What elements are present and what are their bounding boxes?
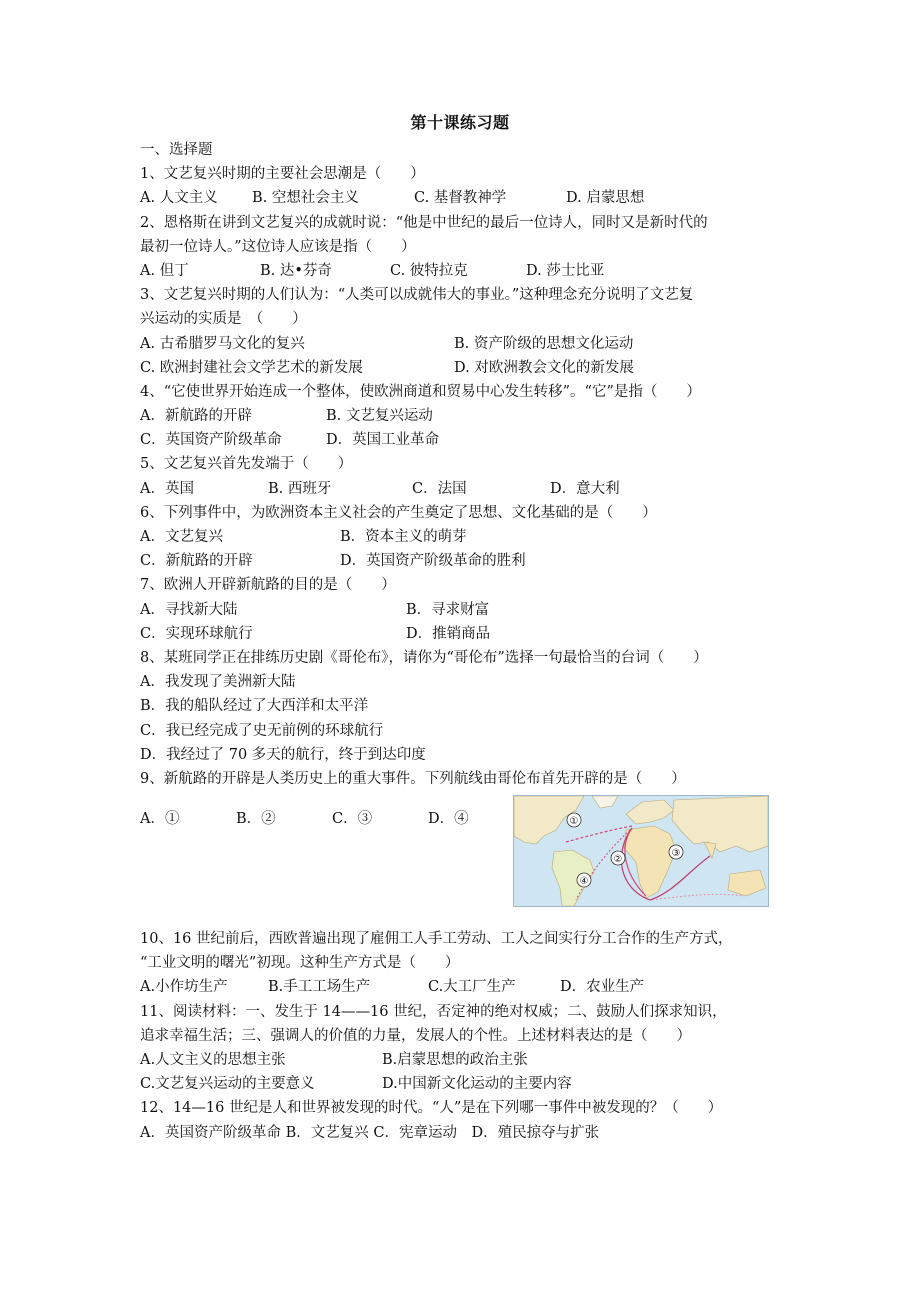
option-b[interactable]: B. 西班牙 xyxy=(268,480,332,497)
option-a[interactable]: A．英国 xyxy=(140,480,194,497)
question-7-options-row2 xyxy=(140,622,800,646)
question-11-stem: 11、阅读材料：一、发生于 14——16 世纪，否定神的绝对权威；二、鼓励人们探求知识， xyxy=(140,1003,727,1020)
option-b[interactable]: B．资本主义的萌芽 xyxy=(340,529,467,545)
option-c[interactable]: C. 彼特拉克 xyxy=(390,262,468,279)
option-c[interactable]: C.文艺复兴运动的主要意义 xyxy=(140,1076,315,1093)
question-11-options-row2 xyxy=(140,1072,800,1096)
question-4-options-row1 xyxy=(140,404,800,428)
question-6-options-row2 xyxy=(140,549,800,573)
option-a[interactable]: A．我发现了美洲新大陆 xyxy=(140,674,296,691)
option-c[interactable]: C．我已经完成了史无前例的环球航行 xyxy=(140,722,384,739)
page-title: 第十课练习题 xyxy=(410,113,510,132)
question-4-stem: 4、“它使世界开始连成一个整体，使欧洲商道和贸易中心发生转移”。“它”是指（ ） xyxy=(140,383,701,400)
option-b[interactable]: B．寻求财富 xyxy=(406,601,490,618)
option-b[interactable]: B.手工工场生产 xyxy=(268,979,371,996)
option-d[interactable]: D. 莎士比亚 xyxy=(526,262,605,279)
option-a[interactable]: A.人文主义的思想主张 xyxy=(140,1052,286,1068)
question-7-stem: 7、欧洲人开辟新航路的目的是（ ） xyxy=(140,577,396,594)
option-d[interactable]: D．我经过了 70 多天的航行，终于到达印度 xyxy=(140,746,426,763)
question-5-options xyxy=(140,477,800,501)
option-a[interactable]: A．新航路的开辟 xyxy=(140,408,252,425)
question-7-options-row1 xyxy=(140,598,800,622)
question-8-stem: 8、某班同学正在排练历史剧《哥伦布》，请你为“哥伦布”选择一句最恰当的台词（ ） xyxy=(140,649,708,666)
question-10-options xyxy=(140,975,800,999)
question-11-options-row1 xyxy=(140,1048,800,1072)
option-c[interactable]: C. 基督教神学 xyxy=(414,190,507,207)
option-c[interactable]: C.大工厂生产 xyxy=(428,979,516,996)
option-c[interactable]: C．实现环球航行 xyxy=(140,625,253,642)
question-9-stem: 9、新航路的开辟是人类历史上的重大事件。下列航线由哥伦布首先开辟的是（ ） xyxy=(140,770,686,787)
question-12-options[interactable]: A．英国资产阶级革命 B．文艺复兴 C．宪章运动 D．殖民掠夺与扩张 xyxy=(140,1124,600,1141)
option-a[interactable]: A. 人文主义 xyxy=(140,190,218,207)
option-b[interactable]: B．② xyxy=(236,811,276,828)
option-d[interactable]: D．推销商品 xyxy=(406,625,491,642)
question-3-options-row1 xyxy=(140,332,800,356)
marker-2: ② xyxy=(613,854,623,866)
question-6-options-row1 xyxy=(140,525,800,549)
question-list xyxy=(140,138,800,1145)
option-a[interactable]: A．① xyxy=(140,811,180,828)
option-c[interactable]: C．英国资产阶级革命 xyxy=(140,432,282,449)
marker-4: ④ xyxy=(579,876,589,888)
option-b[interactable]: B.启蒙思想的政治主张 xyxy=(382,1052,528,1068)
marker-3: ③ xyxy=(671,848,681,860)
question-12-stem: 12、14—16 世纪是人和世界被发现的时代。“人”是在下列哪一事件中被发现的？（ ） xyxy=(140,1100,723,1117)
option-d[interactable]: D．农业生产 xyxy=(560,979,645,996)
option-a[interactable]: A. 但丁 xyxy=(140,262,189,279)
marker-1: ① xyxy=(569,816,579,828)
question-1-stem: 1、文艺复兴时期的主要社会思潮是（ ） xyxy=(140,166,425,183)
option-d[interactable]: D. 启蒙思想 xyxy=(566,190,645,207)
question-3-stem-cont: 兴运动的实质是 （ ） xyxy=(140,311,307,328)
option-a[interactable]: A. 古希腊罗马文化的复兴 xyxy=(140,335,305,352)
option-b[interactable]: B. 文艺复兴运动 xyxy=(326,408,433,425)
option-b[interactable]: B．我的船队经过了大西洋和太平洋 xyxy=(140,698,369,715)
option-d[interactable]: D．英国工业革命 xyxy=(326,432,440,449)
question-10-stem: 10、16 世纪前后，西欧普遍出现了雇佣工人手工劳动、工人之间实行分工合作的生产方式， xyxy=(140,931,733,948)
question-3-stem: 3、文艺复兴时期的人们认为：“人类可以成就伟大的事业。”这种理念充分说明了文艺复 xyxy=(140,287,694,304)
world-map-svg xyxy=(514,796,768,906)
question-1-options xyxy=(140,186,800,210)
question-4-options-row2 xyxy=(140,428,800,452)
option-b[interactable]: B. 空想社会主义 xyxy=(252,190,359,207)
question-2-options xyxy=(140,259,800,283)
voyage-map-image xyxy=(513,795,769,907)
option-c[interactable]: C．新航路的开辟 xyxy=(140,553,253,570)
option-a[interactable]: A．文艺复兴 xyxy=(140,529,223,545)
option-d[interactable]: D．意大利 xyxy=(550,480,620,497)
option-d[interactable]: D. 对欧洲教会文化的新发展 xyxy=(454,359,634,376)
question-6-stem: 6、下列事件中，为欧洲资本主义社会的产生奠定了思想、文化基础的是（ ） xyxy=(140,504,657,521)
option-c[interactable]: C. 欧洲封建社会文学艺术的新发展 xyxy=(140,359,363,376)
question-5-stem: 5、文艺复兴首先发端于（ ） xyxy=(140,456,353,473)
question-9-block xyxy=(140,795,800,913)
option-a[interactable]: A．寻找新大陆 xyxy=(140,601,238,618)
question-3-options-row2 xyxy=(140,356,800,380)
option-c[interactable]: C．③ xyxy=(332,811,373,828)
option-c[interactable]: C．法国 xyxy=(412,480,467,497)
spacer xyxy=(140,913,800,927)
section-heading: 一、选择题 xyxy=(140,142,213,158)
option-a[interactable]: A.小作坊生产 xyxy=(140,979,228,996)
question-10-stem-cont: “工业文明的曙光”初现。这种生产方式是（ ） xyxy=(140,955,460,972)
question-9-options xyxy=(140,807,524,831)
option-d[interactable]: D．④ xyxy=(428,811,469,828)
option-b[interactable]: B. 达•芬奇 xyxy=(260,262,332,279)
question-11-stem-cont: 追求幸福生活；三、强调人的价值的力量，发展人的个性。上述材料表达的是（ ） xyxy=(140,1027,691,1044)
question-2-stem: 2、恩格斯在讲到文艺复兴的成就时说：“他是中世纪的最后一位诗人，同时又是新时代的 xyxy=(140,214,708,231)
question-2-stem-cont: 最初一位诗人。”这位诗人应该是指（ ） xyxy=(140,238,416,255)
option-b[interactable]: B. 资产阶级的思想文化运动 xyxy=(454,335,634,352)
option-d[interactable]: D.中国新文化运动的主要内容 xyxy=(382,1076,572,1093)
option-d[interactable]: D．英国资产阶级革命的胜利 xyxy=(340,553,526,570)
